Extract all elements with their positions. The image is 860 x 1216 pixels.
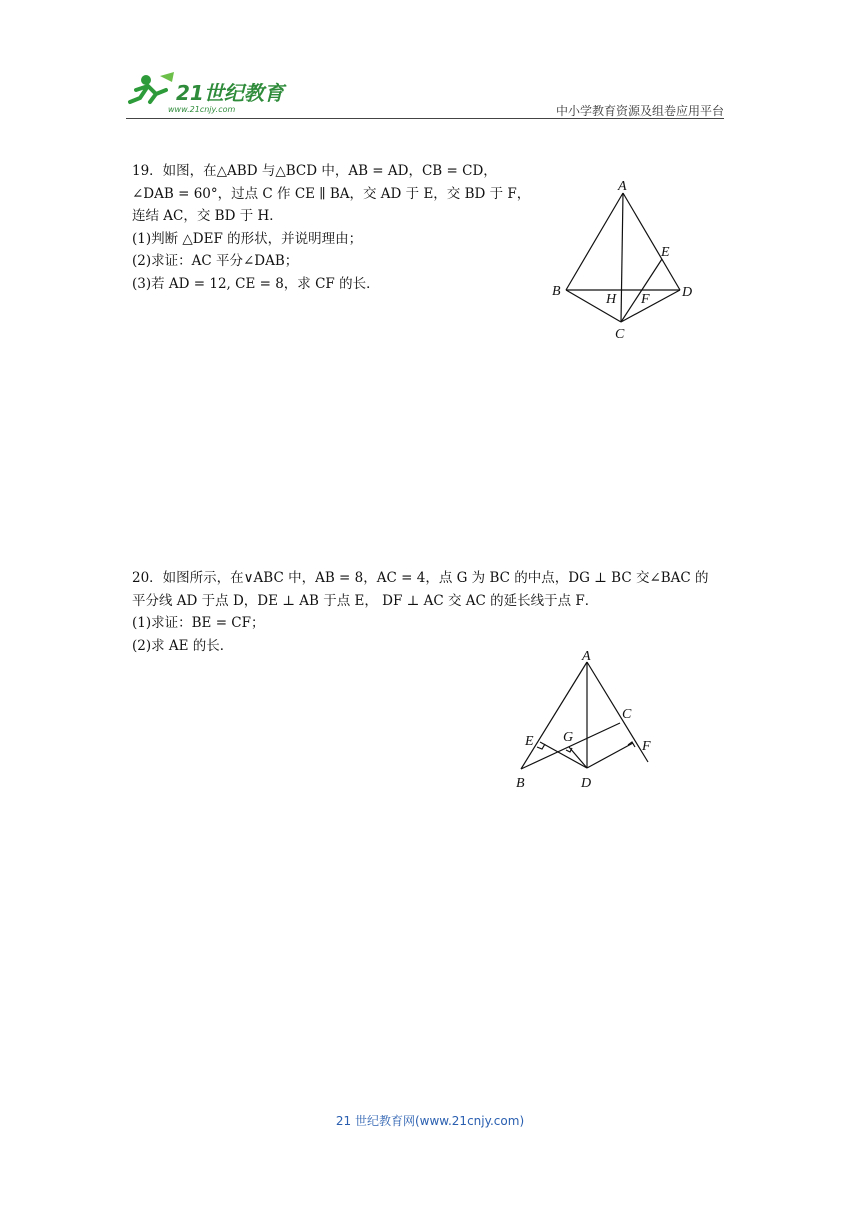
label-A: A	[582, 649, 591, 664]
label-A: A	[618, 179, 627, 194]
header-platform-text: 中小学教育资源及组卷应用平台	[555, 104, 724, 118]
label-C: C	[615, 327, 625, 342]
page-header	[126, 68, 724, 120]
label-C: C	[622, 707, 632, 722]
label-B: B	[552, 284, 561, 299]
problem-20-line: (1)求证：BE = CF；	[132, 615, 265, 631]
label-F: F	[642, 739, 651, 754]
problem-20-line: (2)求 AE 的长．	[132, 637, 234, 654]
problem-19-line: 19．如图，在△ABD 与△BCD 中，AB = AD，CB = CD，	[132, 163, 497, 179]
runner-icon	[130, 72, 174, 102]
header-divider	[126, 118, 724, 119]
figure-19	[540, 172, 710, 344]
logo-subtext: www.21cnjy.com	[168, 105, 236, 114]
problem-19-line: ∠DAB = 60°，过点 C 作 CE ∥ BA，交 AD 于 E，交 BD 于 F，	[132, 185, 531, 202]
problem-20	[132, 567, 709, 657]
problem-20-line: 平分线 AD 于点 D，DE ⊥ AB 于点 E， DF ⊥ AC 交 AC 的延长线于点 F．	[132, 592, 599, 609]
footer-link[interactable]: 21 世纪教育网(www.21cnjy.com)	[335, 1114, 525, 1128]
problem-19-line: (3)若 AD = 12, CE = 8，求 CF 的长．	[132, 275, 380, 292]
label-E: E	[525, 734, 534, 749]
problem-19-line: 连结 AC，交 BD 于 H．	[132, 208, 283, 224]
label-B: B	[516, 776, 525, 791]
logo-text: 21世纪教育	[176, 81, 284, 105]
label-E: E	[661, 245, 670, 260]
label-D: D	[581, 776, 592, 791]
problem-19-line: (1)判断 △DEF 的形状，并说明理由；	[132, 230, 363, 247]
label-G: G	[563, 730, 574, 745]
problem-20-line: 20．如图所示，在∨ABC 中，AB = 8，AC = 4，点 G 为 BC 的中点，DG ⊥ BC 交∠BAC 的	[132, 570, 709, 586]
problem-19	[132, 160, 530, 295]
label-D: D	[682, 285, 693, 300]
figure-20	[510, 645, 660, 795]
label-F: F	[641, 292, 650, 307]
label-H: H	[606, 292, 617, 307]
problem-19-line: (2)求证：AC 平分∠DAB；	[132, 253, 299, 269]
logo	[126, 68, 296, 116]
